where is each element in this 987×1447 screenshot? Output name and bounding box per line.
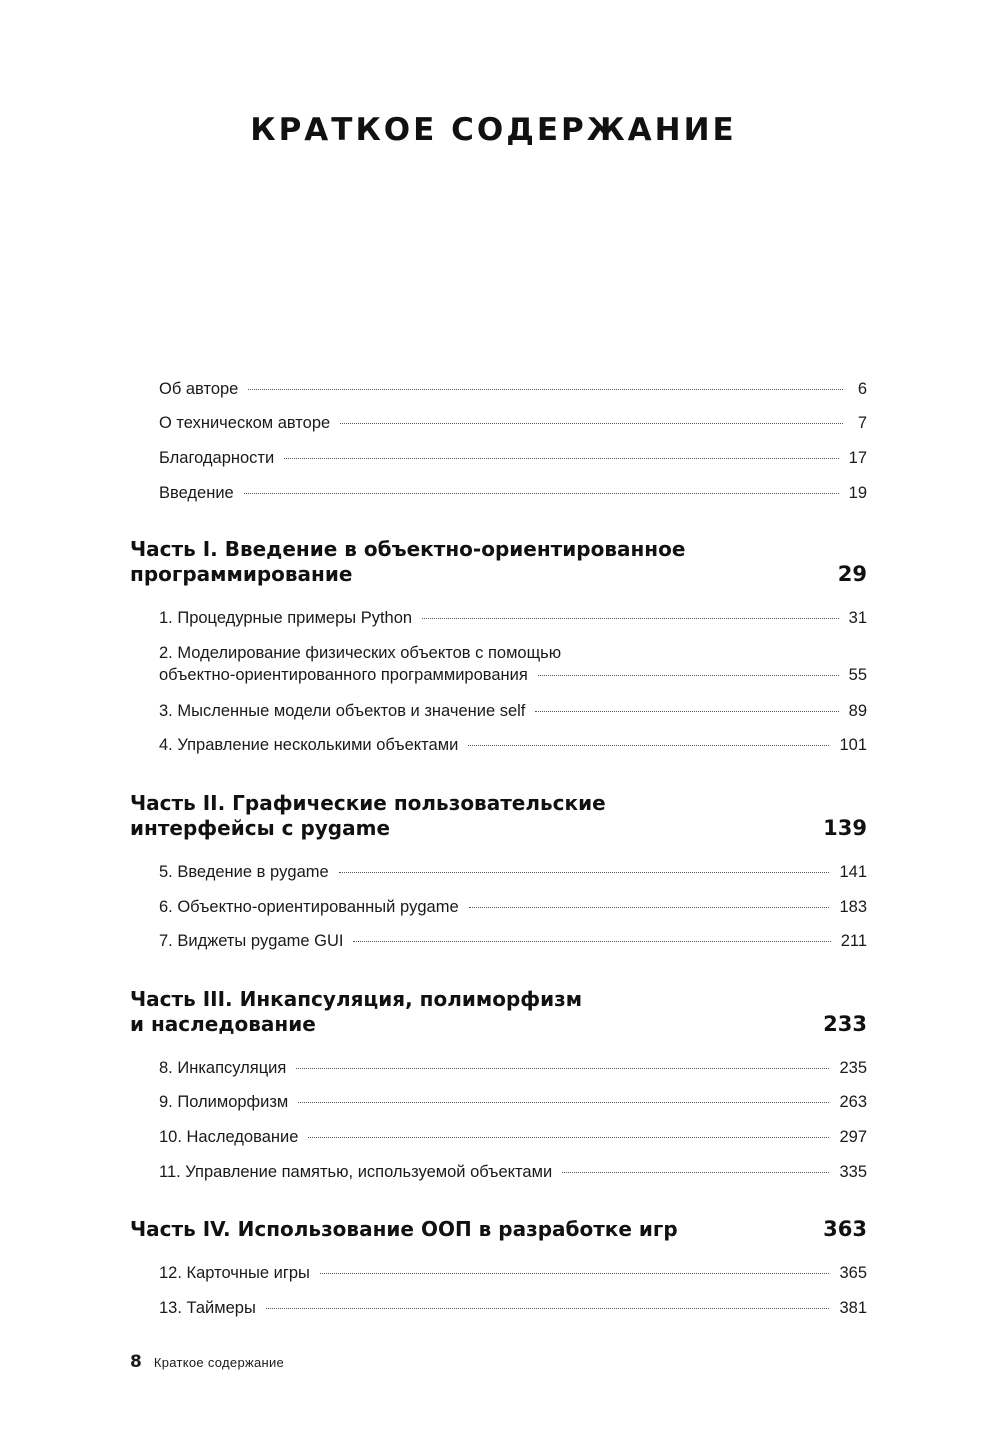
toc-entry-label: 10. Наследование [159,1128,299,1146]
toc-entry-label-line: 2. Моделирование физических объектов с помощью [159,644,562,662]
part-title-line: Часть II. Графические пользовательские [130,791,606,815]
leader-dots [538,675,839,676]
toc-entry-label: 4. Управление несколькими объектами [159,736,459,754]
toc-entry-label: 13. Таймеры [159,1299,256,1317]
footer-page-number: 8 [130,1352,142,1372]
toc-entry-page: 17 [848,449,867,467]
toc-entry-label: Введение [159,484,234,502]
leader-dots [340,423,843,424]
toc-entry-label: 6. Объектно-ориентированный pygame [159,898,459,916]
part-page: 139 [823,816,867,840]
toc-entry-chapter-9[interactable] [159,1091,867,1113]
toc-entry-page: 235 [839,1059,867,1077]
toc-entry-page: 365 [839,1264,867,1282]
part-title-line: интерфейсы с pygame [130,816,391,840]
leader-dots [320,1273,830,1274]
toc-entry-introduction[interactable] [159,482,867,504]
part-title-line: Часть III. Инкапсуляция, полиморфизм [130,987,583,1011]
leader-dots [308,1137,829,1138]
leader-dots [284,458,838,459]
part-title-line: программирование [130,562,353,586]
toc-entry-chapter-5[interactable] [159,861,867,883]
toc-entry-chapter-4[interactable] [159,734,867,756]
toc-entry-label: Об авторе [159,380,239,398]
toc-entry-label: 8. Инкапсуляция [159,1059,287,1077]
toc-entry-label: 1. Процедурные примеры Python [159,609,413,627]
toc-entry-acknowledgements[interactable] [159,447,867,469]
toc-part-4-heading[interactable] [130,1217,867,1242]
toc-entry-page: 101 [839,736,867,754]
toc-entry-chapter-13[interactable] [159,1297,867,1319]
toc-entry-chapter-12[interactable] [159,1262,867,1284]
toc-entry-label: 3. Мысленные модели объектов и значение self [159,702,526,720]
part-title-line: и наследование [130,1012,316,1036]
leader-dots [468,745,829,746]
toc-part-1-heading[interactable] [130,537,867,587]
toc-entry-page: 297 [839,1128,867,1146]
toc-entry-label: 11. Управление памятью, используемой объектами [159,1163,553,1181]
toc-entry-page: 335 [839,1163,867,1181]
toc-entry-page: 263 [839,1093,867,1111]
leader-dots [298,1102,829,1103]
toc-entry-chapter-11[interactable] [159,1161,867,1183]
toc-entry-page: 55 [848,666,867,684]
part-page: 233 [823,1012,867,1036]
toc-entry-chapter-7[interactable] [159,930,867,952]
part-title-line: Часть I. Введение в объектно-ориентированное [130,537,686,561]
toc-entry-page: 141 [839,863,867,881]
toc-entry-label: объектно-ориентированного программирования [159,666,528,684]
toc-entry-label: 5. Введение в pygame [159,863,329,881]
toc-entry-page: 211 [840,932,867,950]
leader-dots [296,1068,829,1069]
leader-dots [535,711,838,712]
toc-entry-chapter-1[interactable] [159,607,867,629]
page-footer [130,1352,284,1372]
toc-entry-page: 7 [857,414,867,432]
footer-running-title: Краткое содержание [153,1355,285,1370]
toc-entry-label: Благодарности [159,449,275,467]
toc-entry-about-author[interactable] [159,378,867,400]
leader-dots [422,618,839,619]
toc-entry-tech-author[interactable] [159,412,867,434]
leader-dots [562,1172,829,1173]
toc-entry-page: 381 [839,1299,867,1317]
leader-dots [244,493,839,494]
toc-entry-chapter-8[interactable] [159,1057,867,1079]
toc-part-2-heading[interactable] [130,791,867,841]
leader-dots [353,941,830,942]
toc-entry-label: 7. Виджеты pygame GUI [159,932,344,950]
leader-dots [266,1308,830,1309]
part-page: 29 [837,562,867,586]
part-title-line: Часть IV. Использование ООП в разработке игр [130,1217,678,1241]
toc-entry-page: 89 [848,702,867,720]
toc-entry-page: 6 [857,380,867,398]
part-page: 363 [823,1217,867,1241]
leader-dots [339,872,830,873]
toc-part-3-heading[interactable] [130,987,867,1037]
toc-entry-label: О техническом авторе [159,414,331,432]
page-title: КРАТКОЕ СОДЕРЖАНИЕ [250,112,737,148]
toc-entry-chapter-3[interactable] [159,700,867,722]
toc-entry-label: 12. Карточные игры [159,1264,310,1282]
leader-dots [248,389,843,390]
toc-entry-page: 183 [839,898,867,916]
toc-entry-chapter-10[interactable] [159,1126,867,1148]
toc-entry-label: 9. Полиморфизм [159,1093,289,1111]
toc-entry-page: 31 [848,609,867,627]
toc-entry-chapter-6[interactable] [159,896,867,918]
toc-entry-page: 19 [848,484,867,502]
toc-entry-chapter-2[interactable] [159,642,867,686]
leader-dots [469,907,830,908]
